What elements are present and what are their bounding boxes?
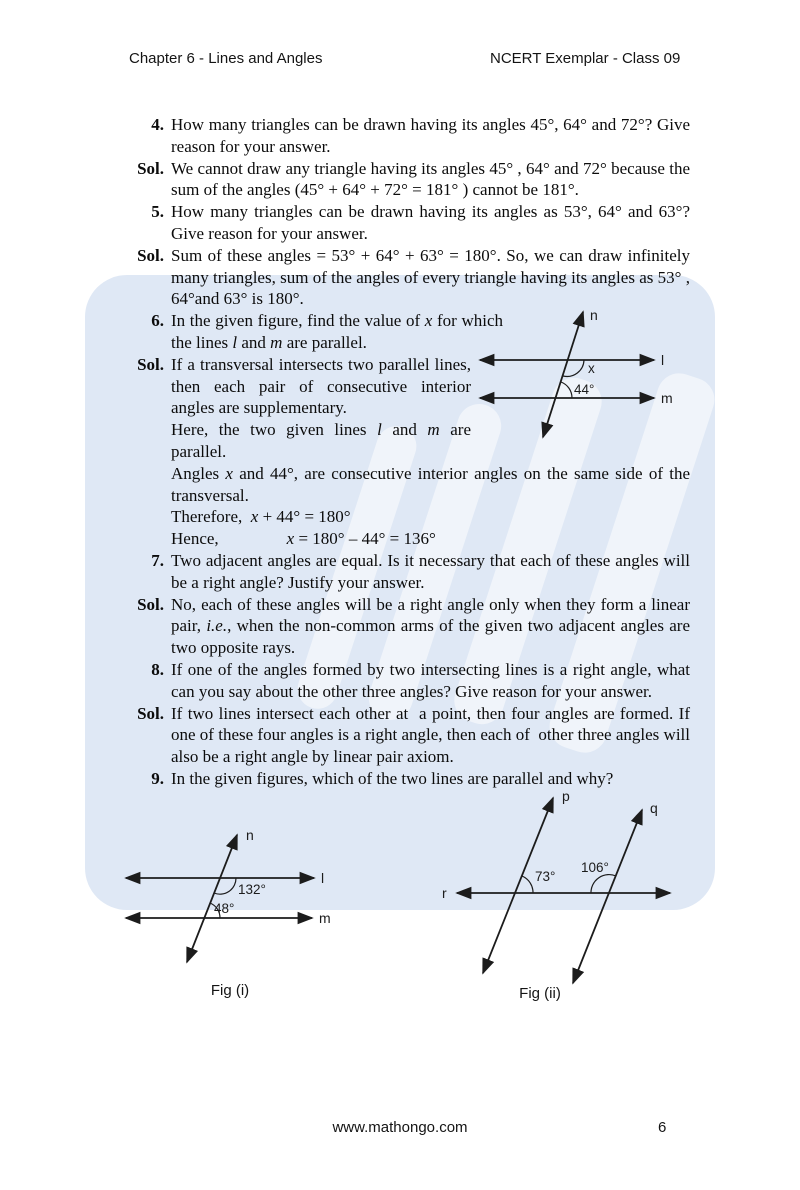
paragraph-text: We cannot draw any triangle having its angles 45° , 64° and 72° because the sum of the angles (45° + 64° + 72° = 181° ) cannot be 181°. [171,158,690,200]
angle-label-73: 73° [535,869,556,884]
label-r: r [442,885,447,901]
paragraph [127,528,690,550]
angle-label-x: x [588,361,595,376]
item-marker: Sol. [137,594,164,614]
footer-page-number: 6 [658,1119,667,1136]
paragraph-5 [127,201,690,245]
transversal-q [573,810,642,983]
angle-arc-44 [561,382,572,398]
item-marker: Sol. [137,354,164,374]
angle-label-44: 44° [574,382,595,397]
item-marker [127,463,164,507]
angle-label-106: 106° [581,860,609,875]
item-marker: 5. [151,202,164,222]
paragraph-text: Sum of these angles = 53° + 64° + 63° = 180°. So, we can draw infinitely many triangles, sum of the angles of every triangle having its angles as 53° , 64°and 63° is 180°. [171,245,690,309]
paragraph-text: Hence, x = 180° – 44° = 136° [171,529,436,549]
header-book-title: NCERT Exemplar - Class 09 [490,50,681,67]
paragraph [127,463,690,507]
item-marker: Sol. [137,158,164,178]
paragraph-text: In the given figures, which of the two lines are parallel and why? [171,768,614,788]
label-l: l [321,870,325,886]
figure-caption: Fig (i) [210,982,250,999]
item-marker [127,528,164,550]
transversal-p [483,798,556,973]
angle-label-48: 48° [214,901,235,916]
figure-i [108,818,348,1013]
item-marker: 6. [151,311,164,331]
paragraph-text: How many triangles can be drawn having its angles 45°, 64° and 72°? Give reason for your answer. [171,115,690,156]
item-marker [127,419,164,463]
item-marker: Sol. [137,245,164,265]
text-block [127,114,690,790]
label-p: p [562,788,570,804]
paragraph-text: Here, the two given lines l and m are parallel. [171,420,471,461]
item-marker [127,506,164,528]
label-n: n [246,827,254,843]
paragraph-4 [127,114,690,158]
paragraph-sol [127,594,690,659]
label-q: q [650,800,658,816]
angle-arc-73 [522,876,533,893]
paragraph-sol [127,703,690,768]
paragraph-text: Angles x and 44°, are consecutive interior angles on the same side of the transversal. [171,463,690,505]
paragraph-text: No, each of these angles will be a right angle only when they form a linear pair, i.e., when the non-common arms of the given two adjacent angles are two opposite rays. [171,594,691,658]
item-marker: Sol. [137,703,164,723]
label-m: m [661,390,673,406]
item-marker: 8. [151,659,164,679]
header-chapter-title: Chapter 6 - Lines and Angles [129,50,323,67]
paragraph-text: If a transversal intersects two parallel lines, then each pair of consecutive interior angles are supplementary. [171,354,471,418]
paragraph-7 [127,550,690,594]
paragraph-text: If two lines intersect each other at a point, then four angles are formed. If one of these four angles is a right angle, then each of other three angles will also be a right angle by linear pair axiom. [171,703,690,767]
figure-q6-parallel-lines [468,300,688,450]
item-marker: 9. [151,768,164,788]
figure-ii [438,783,698,1013]
item-marker: 7. [151,550,164,570]
paragraph-text: Two adjacent angles are equal. Is it necessary that each of these angles will be a right angle? Justify your answer. [171,550,690,592]
paragraph-text: In the given figure, find the value of x for which the lines l and m are parallel. [171,311,503,352]
paragraph-sol [127,158,690,202]
figure-caption: Fig (ii) [519,985,561,1002]
transversal-n [543,312,583,437]
paragraph-text: How many triangles can be drawn having its angles as 53°, 64° and 63°? Give reason for your answer. [171,202,690,243]
paragraph-8 [127,659,690,703]
paragraph-text: Therefore, x + 44° = 180° [171,507,351,527]
label-m: m [319,910,331,926]
paragraph-text: If one of the angles formed by two intersecting lines is a right angle, what can you say about the other three angles? Give reason for your answer. [171,659,690,701]
paragraph [127,506,690,528]
item-marker: 4. [151,115,164,134]
label-l: l [661,352,665,368]
transversal-n [187,835,237,962]
footer-site-url: www.mathongo.com [332,1119,468,1136]
label-n: n [590,307,598,323]
angle-label-132: 132° [238,882,266,897]
